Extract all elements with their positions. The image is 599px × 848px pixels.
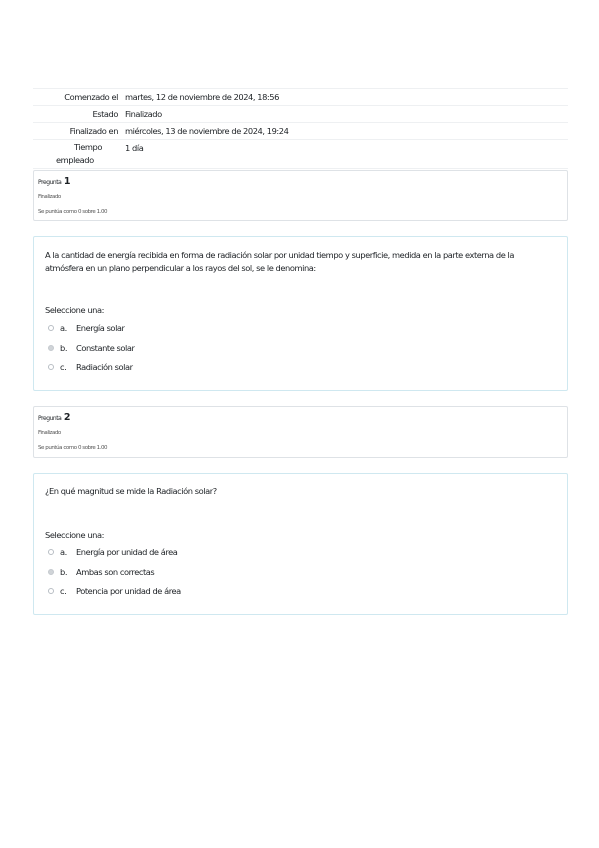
attempt-summary: [33, 88, 568, 169]
answer-text[interactable]: Potencia por unidad de área: [76, 586, 181, 596]
question-2-content: [33, 473, 568, 615]
answer-option[interactable]: [48, 567, 154, 577]
question-1-state: Finalizado: [38, 194, 61, 200]
answer-option[interactable]: [48, 362, 133, 372]
question-label: Pregunta: [38, 179, 62, 186]
answer-option[interactable]: [48, 547, 177, 557]
question-1-text: A la cantidad de energía recibida en forma de radiación solar por unidad tiempo y superficie, medida en la parte externa de la atmósfera en un plano perpendicular a los rayos del sol, se le denomina:: [45, 250, 515, 273]
time-label-line1: Tiempo: [74, 142, 102, 152]
answer-letter: b.: [60, 567, 68, 577]
finished-value: miércoles, 13 de noviembre de 2024, 19:24: [125, 126, 289, 136]
radio-button-selected[interactable]: [48, 345, 54, 351]
summary-row-finished: [33, 122, 568, 139]
radio-button[interactable]: [48, 325, 54, 331]
question-2-text: ¿En qué magnitud se mide la Radiación solar?: [45, 486, 217, 496]
question-number: 2: [63, 412, 71, 423]
answer-text[interactable]: Energía por unidad de área: [76, 547, 178, 557]
answer-letter: a.: [60, 547, 67, 557]
answer-text[interactable]: Ambas son correctas: [76, 567, 155, 577]
question-1-number: [38, 176, 70, 187]
question-number: 1: [63, 176, 71, 187]
answer-text[interactable]: Radiación solar: [76, 362, 133, 372]
state-value: Finalizado: [125, 109, 162, 119]
question-label: Pregunta: [38, 415, 62, 422]
summary-row-state: [33, 105, 568, 122]
answer-option[interactable]: [48, 343, 135, 353]
radio-button[interactable]: [48, 588, 54, 594]
time-label: [33, 140, 125, 168]
time-value: 1 día: [125, 143, 144, 153]
answer-text[interactable]: Energía solar: [76, 323, 125, 333]
answer-letter: c.: [60, 586, 67, 596]
answer-letter: a.: [60, 323, 67, 333]
answer-text[interactable]: Constante solar: [76, 343, 135, 353]
answer-letter: c.: [60, 362, 67, 372]
answer-option[interactable]: [48, 323, 125, 333]
question-2-state: Finalizado: [38, 430, 61, 436]
question-1-info: [33, 170, 568, 221]
question-2-info: [33, 406, 568, 458]
question-2-grade: Se puntúa como 0 sobre 1.00: [38, 445, 108, 451]
answer-option[interactable]: [48, 586, 181, 596]
started-value: martes, 12 de noviembre de 2024, 18:56: [125, 92, 279, 102]
question-2-number: [38, 412, 70, 423]
time-label-line2: empleado: [56, 155, 94, 165]
question-2-prompt: Seleccione una:: [45, 530, 104, 540]
question-1-grade: Se puntúa como 0 sobre 1.00: [38, 209, 108, 215]
summary-row-started: [33, 88, 568, 105]
question-1-prompt: Seleccione una:: [45, 305, 104, 315]
answer-letter: b.: [60, 343, 68, 353]
question-1-content: [33, 236, 568, 391]
radio-button[interactable]: [48, 364, 54, 370]
started-label: Comenzado el: [64, 92, 118, 102]
radio-button-selected[interactable]: [48, 569, 54, 575]
finished-label: Finalizado en: [69, 126, 118, 136]
radio-button[interactable]: [48, 549, 54, 555]
summary-row-time: [33, 139, 568, 169]
state-label: Estado: [92, 109, 118, 119]
